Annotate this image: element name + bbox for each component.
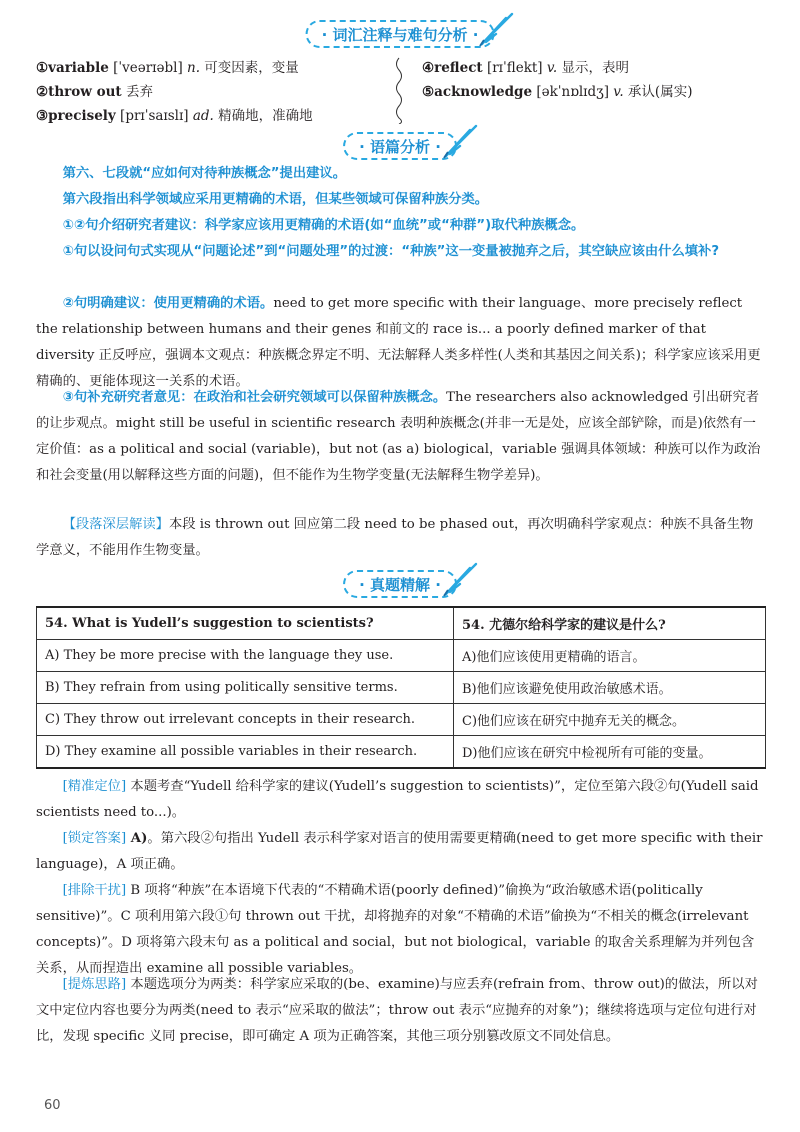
analysis-line: ①句以设问句式实现从“问题论述”到“问题处理”的过渡：“种族”这一变量被抛弃之后，其空缺应该由什么填补? bbox=[62, 244, 720, 259]
quill-icon bbox=[440, 562, 480, 598]
vocab-item: ①variable [ˈveərɪəbl] n. 可变因素，变量 bbox=[36, 60, 299, 76]
option-zh: B)他们应该避免使用政治敏感术语。 bbox=[454, 672, 766, 704]
analysis-line: 第六段指出科学领域应采用更精确的术语，但某些领域可保留种族分类。 bbox=[62, 192, 489, 207]
question-table bbox=[36, 606, 766, 769]
page-number: 60 bbox=[44, 1098, 61, 1113]
table-row bbox=[37, 736, 766, 769]
section-title-analysis: · 语篇分析 · bbox=[343, 132, 457, 160]
section-banner-analysis bbox=[0, 130, 800, 160]
option-zh: C)他们应该在研究中抛弃无关的概念。 bbox=[454, 704, 766, 736]
table-row bbox=[37, 672, 766, 704]
explain-answer: [锁定答案] A)。第六段②句指出 Yudell 表示科学家对语言的使用需要更精确(need to get more specific with their language)，A 项正确。 bbox=[36, 831, 763, 872]
analysis-line: ①②句介绍研究者建议：科学家应该用更精确的术语(如“血统”或“种群”)取代种族概念。 bbox=[62, 218, 585, 233]
vocab-left-column bbox=[36, 56, 313, 128]
analysis-paragraph: ③句补充研究者意见：在政治和社会研究领域可以保留种族概念。The researchers also acknowledged 引出研究者的让步观点。might still be useful in scientific research 表明种族概念(并非一无是处，应该全部铲除，而是)依然有一定价值：as a political and social (variable)，but not (as a) biological，variable 强调具体领域：种族可以作为政治和社会变量(用以解释这些方面的问题)，但不能作为生物学变量(无法解释生物学差异)。 bbox=[36, 390, 761, 483]
option-en: C) They throw out irrelevant concepts in their research. bbox=[37, 704, 454, 736]
table-row bbox=[37, 607, 766, 640]
vocab-item: ④reflect [rɪˈflekt] v. 显示，表明 bbox=[422, 60, 629, 76]
vocab-right-column bbox=[422, 56, 692, 104]
section-banner-vocab bbox=[0, 18, 800, 48]
vocab-item: ⑤acknowledge [əkˈnɒlɪdʒ] v. 承认(属实) bbox=[422, 84, 693, 100]
vocab-divider bbox=[393, 56, 405, 124]
vocab-item: ②throw out 丢弃 bbox=[36, 84, 153, 100]
section-title-vocab: · 词汇注释与难句分析 · bbox=[306, 20, 495, 48]
section-title-exam: · 真题精解 · bbox=[343, 570, 457, 598]
question-zh: 54. 尤德尔给科学家的建议是什么? bbox=[454, 607, 766, 640]
table-row bbox=[37, 704, 766, 736]
option-en: A) They be more precise with the language they use. bbox=[37, 640, 454, 672]
explain-strategy: [提炼思路] 本题选项分为两类：科学家应采取的(be、examine)与应丢弃(refrain from、throw out)的做法，所以对文中定位内容也要分为两类(need to 表示“应采取的做法”；throw out 表示“应抛弃的对象”)；继续将选项与定位句进行对比，发现 specific 义同 precise，即可确定 A 项为正确答案，其他三项分别篡改原文不同处信息。 bbox=[36, 977, 758, 1044]
analysis-line: 第六、七段就“应如何对待种族概念”提出建议。 bbox=[62, 166, 347, 181]
option-en: D) They examine all possible variables in their research. bbox=[37, 736, 454, 769]
vocab-item: ③precisely [prɪˈsaɪslɪ] ad. 精确地，准确地 bbox=[36, 108, 313, 124]
option-zh: D)他们应该在研究中检视所有可能的变量。 bbox=[454, 736, 766, 769]
section-banner-exam bbox=[0, 568, 800, 598]
table-row bbox=[37, 640, 766, 672]
explain-locate: [精准定位] 本题考查“Yudell 给科学家的建议(Yudell’s suggestion to scientists)”，定位至第六段②句(Yudell said scientists need to...)。 bbox=[36, 779, 759, 820]
option-en: B) They refrain from using politically sensitive terms. bbox=[37, 672, 454, 704]
quill-icon bbox=[440, 124, 480, 160]
question-en: 54. What is Yudell’s suggestion to scientists? bbox=[37, 607, 454, 640]
quill-icon bbox=[476, 12, 516, 48]
explain-distractors: [排除干扰] B 项将“种族”在本语境下代表的“不精确术语(poorly defined)”偷换为“政治敏感术语(politically sensitive)”。C 项利用第六段①句 thrown out 干扰，却将抛弃的对象“不精确的术语”偷换为“不相关的概念(irrelevant concepts)”。D 项将第六段末句 as a political and social，but not biological，variable 的取舍关系理解为并列包含关系，从而捏造出 examine all possible variables。 bbox=[36, 883, 755, 976]
analysis-paragraph: ②句明确建议：使用更精确的术语。need to get more specific with their language、more precisely reflect the relationship between humans and their genes 和前文的 race is... a poorly defined marker of that diversity 正反呼应，强调本文观点：种族概念界定不明、无法解释人类多样性(人类和其基因之间关系)；科学家应该采用更精确的、更能体现这一关系的术语。 bbox=[36, 296, 761, 389]
option-zh: A)他们应该使用更精确的语言。 bbox=[454, 640, 766, 672]
analysis-paragraph: 【段落深层解读】本段 is thrown out 回应第二段 need to be phased out，再次明确科学家观点：种族不具备生物学意义，不能用作生物变量。 bbox=[36, 517, 754, 558]
